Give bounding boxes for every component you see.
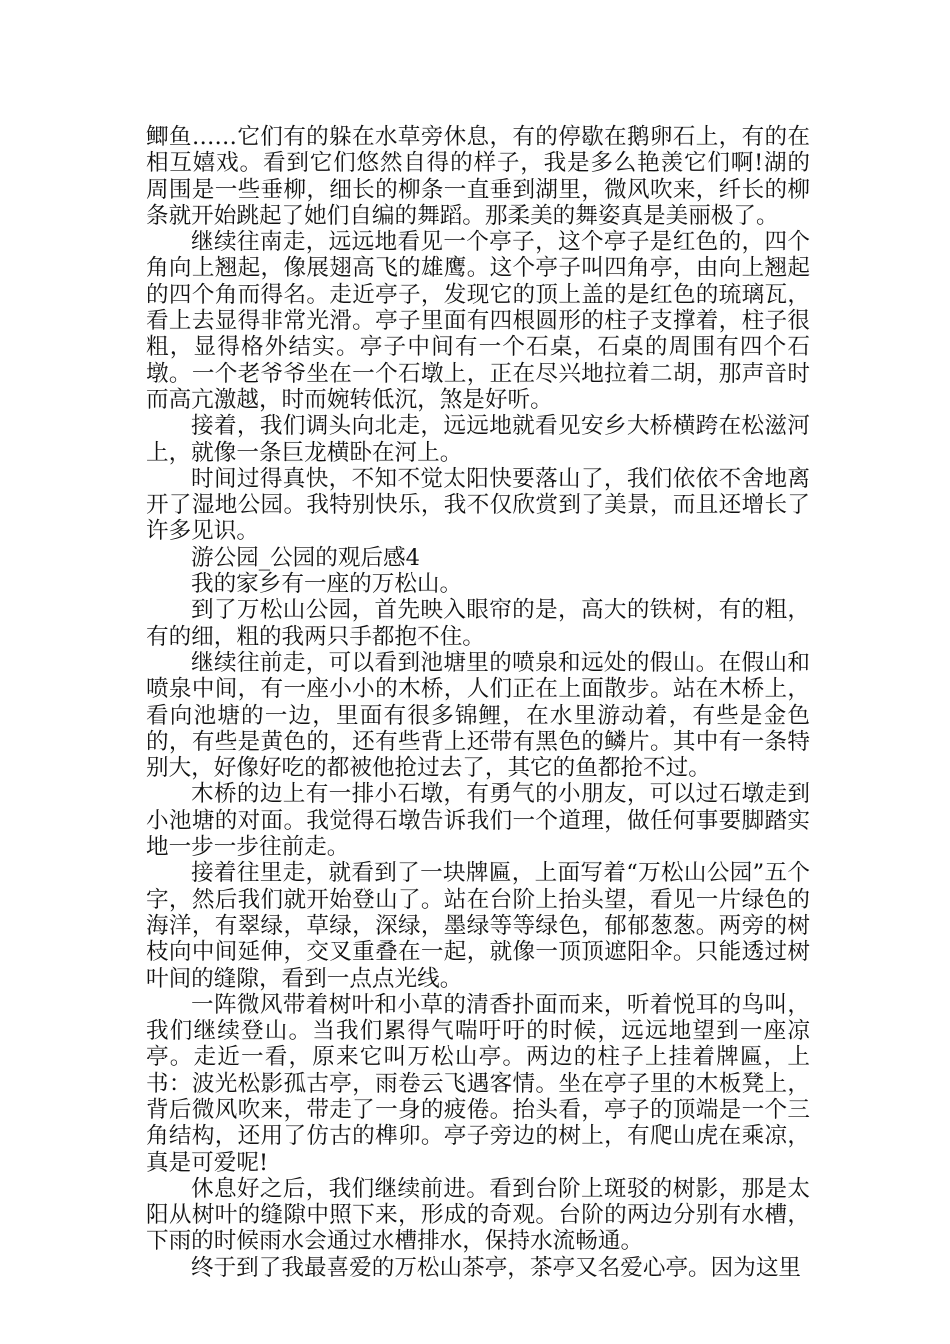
paragraph-11: 休息好之后，我们继续前进。看到台阶上斑驳的树影，那是太阳从树叶的缝隙中照下来，形成的奇观。台阶的两边分别有水槽，下雨的时候雨水会通过水槽排水，保持水流畅通。: [146, 1175, 810, 1255]
paragraph-12: 终于到了我最喜爱的万松山茶亭，茶亭又名爱心亭。因为这里: [191, 1254, 802, 1281]
paragraph-3: 接着，我们调头向北走，远远地就看见安乡大桥横跨在松滋河上，就像一条巨龙横卧在河上。: [146, 413, 810, 466]
paragraph-8: 木桥的边上有一排小石墩，有勇气的小朋友，可以过石墩走到小池塘的对面。我觉得石墩告诉我们一个道理，做任何事要脚踏实地一步一步往前走。: [146, 781, 810, 861]
paragraph-2: 继续往南走，远远地看见一个亭子，这个亭子是红色的，四个角向上翘起，像展翅高飞的雄鹰。这个亭子叫四角亭，由向上翘起的四个角而得名。走近亭子，发现它的顶上盖的是红色的琉璃瓦，看上去显得非常光滑。亭子里面有四根圆形的柱子支撑着，柱子很粗，显得格外结实。亭子中间有一个石桌，石桌的周围有四个石墩。一个老爷爷坐在一个石墩上，正在尽兴地拉着二胡，那声音时而高亢激越，时而婉转低沉，煞是好听。: [146, 229, 810, 413]
section-heading: 游公园_公园的观后感4: [191, 544, 421, 571]
paragraph-5: 我的家乡有一座的万松山。: [191, 571, 463, 598]
paragraph-4: 时间过得真快，不知不觉太阳快要落山了，我们依依不舍地离开了湿地公园。我特别快乐，我不仅欣赏到了美景，而且还增长了许多见识。: [146, 465, 810, 545]
essay-body: [146, 124, 810, 1281]
paragraph-9: 接着往里走，就看到了一块牌匾，上面写着“万松山公园”五个字，然后我们就开始登山了。站在台阶上抬头望，看见一片绿色的海洋，有翠绿，草绿，深绿，墨绿等等绿色，郁郁葱葱。两旁的树枝向中间延伸，交叉重叠在一起，就像一顶顶遮阳伞。只能透过树叶间的缝隙，看到一点点光线。: [146, 860, 810, 992]
paragraph-1: 鲫鱼……它们有的躲在水草旁休息，有的停歇在鹅卵石上，有的在相互嬉戏。看到它们悠然自得的样子，我是多么艳羡它们啊!湖的周围是一些垂柳，细长的柳条一直垂到湖里，微风吹来，纤长的柳条就开始跳起了她们自编的舞蹈。那柔美的舞姿真是美丽极了。: [146, 124, 810, 229]
paragraph-6: 到了万松山公园，首先映入眼帘的是，高大的铁树，有的粗，有的细，粗的我两只手都抱不住。: [146, 597, 810, 650]
paragraph-10: 一阵微风带着树叶和小草的清香扑面而来，听着悦耳的鸟叫，我们继续登山。当我们累得气喘吁吁的时候，远远地望到一座凉亭。走近一看，原来它叫万松山亭。两边的柱子上挂着牌匾，上书：波光松影孤古亭，雨卷云飞遇客情。坐在亭子里的木板凳上，背后微风吹来，带走了一身的疲倦。抬头看，亭子的顶端是一个三角结构，还用了仿古的榫卯。亭子旁边的树上，有爬山虎在乘凉，真是可爱呢!: [146, 991, 810, 1176]
paragraph-7: 继续往前走，可以看到池塘里的喷泉和远处的假山。在假山和喷泉中间，有一座小小的木桥，人们正在上面散步。站在木桥上，看向池塘的一边，里面有很多锦鲤，在水里游动着，有些是金色的，有些是黄色的，还有些背上还带有黑色的鳞片。其中有一条特别大，好像好吃的都被他抢过去了，其它的鱼都抢不过。: [146, 649, 810, 782]
